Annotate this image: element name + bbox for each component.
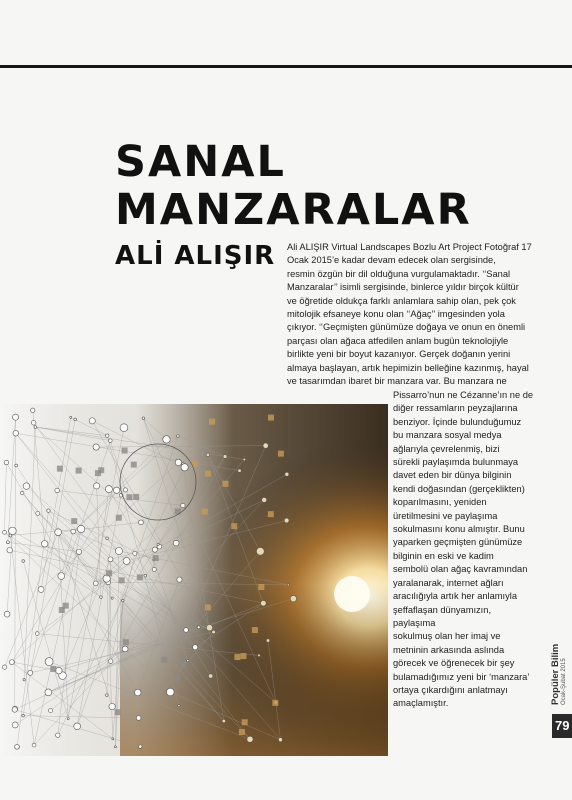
network-node [106,434,109,437]
network-tile [272,700,278,706]
light-burst [334,576,370,612]
network-tile [205,471,211,477]
network-node [144,574,147,577]
network-node [9,527,17,535]
network-node [22,560,25,563]
network-node [12,707,17,712]
network-node [77,525,84,532]
network-tile [234,654,240,660]
network-tile [239,729,245,735]
text-line: kendi doğasından (gerçeklikten) [393,483,525,494]
network-node [74,418,77,421]
network-tile [180,661,186,667]
network-node [13,430,19,436]
network-node [247,736,253,742]
network-node [67,718,69,720]
network-tile [268,511,274,517]
text-line: Pissarro’nun ne Cézanne’ın ne de [393,390,534,400]
network-node [256,547,264,555]
text-line: amaçlamıştır. [393,698,449,709]
article-body-bottom [393,389,534,711]
text-line: Manzaralar’’ isimli sergisinde, binlerce yıldır birçok kültür [287,282,519,293]
network-tile [202,509,208,515]
network-tile [57,466,63,472]
network-tile [137,574,143,580]
article-title-line1: SANAL [115,137,286,187]
network-node [115,547,122,554]
network-node [163,436,170,443]
network-node [187,659,189,661]
network-node [9,660,14,665]
text-line: sembolü olan ağaç kavramından [393,564,528,575]
network-tile [222,481,228,487]
network-node [55,488,60,493]
network-node [23,483,30,490]
network-node [4,460,9,465]
network-tile [161,657,167,663]
network-tile [240,653,246,659]
text-line: bu manzara sosyal medya [393,430,502,441]
network-node [122,599,124,601]
network-node [3,530,7,534]
network-tile [252,627,258,633]
publication-name: Popüler Bilim [550,643,561,705]
text-line: bulamadığımız yeni bir ‘manzara’ [393,671,530,682]
text-line: davet eden bir dünya bilginin [393,470,512,481]
network-node [41,541,48,548]
header-rule [0,65,572,68]
text-line: almaya başlayan, artık hepimizin belleğine kazınmış, hayal [287,362,529,373]
network-node [109,439,113,443]
network-node [123,488,127,492]
network-node [113,487,119,493]
network-node [261,600,267,606]
network-node [152,547,157,552]
network-node [93,444,99,450]
network-node [223,455,227,459]
network-node [94,483,100,489]
network-node [258,654,261,657]
network-tile [76,468,82,474]
network-tile [174,675,180,681]
network-node [177,577,182,582]
network-node [12,722,18,728]
network-tile [123,639,129,645]
network-tile [119,577,125,583]
network-node [139,745,142,748]
network-node [106,694,109,697]
text-line: benziyor. İçinde bulunduğumuz [393,416,522,427]
network-tile [242,719,248,725]
article-title-line2: MANZARALAR [115,185,472,235]
network-node [136,716,141,721]
text-line: parçası olan ağaca atfedilen anlam bugün teknolojiyle [287,335,509,346]
network-node [74,723,81,730]
network-node [266,639,269,642]
network-node [56,733,60,737]
network-node [93,581,98,586]
virtual-landscape-artwork [0,404,388,756]
text-line: birlikte yeni bir boyut kazanıyor. Gerçek doğanın yerini [287,349,511,360]
network-node [20,491,24,495]
network-node [181,464,188,471]
network-tile [231,523,237,529]
network-node [243,458,246,461]
network-node [278,738,282,742]
network-node [206,624,212,630]
network-node [89,418,95,424]
network-tile [98,467,104,473]
network-node [100,596,103,599]
network-node [55,667,62,674]
network-node [31,420,36,425]
network-node [142,417,145,420]
text-line: üretilmesini ve paylaşıma [393,510,498,521]
artwork-svg [0,404,388,756]
network-node [120,424,128,432]
text-line: sürekli paylaşımda bulunmaya [393,457,519,468]
network-node [71,529,76,534]
network-node [134,689,141,696]
network-node [34,426,37,429]
network-node [70,416,72,418]
network-tile [278,451,284,457]
network-node [193,645,198,650]
network-node [112,738,114,740]
network-node [4,611,10,617]
network-node [262,497,267,502]
text-line: Ali ALIŞIR Virtual Landscapes Bozlu Art Project Fotoğraf 17 [287,242,532,252]
network-node [15,744,20,749]
text-line: yaralanarak, internet ağları [393,577,504,588]
network-node [123,557,130,564]
network-node [109,703,115,709]
network-tile [71,518,77,524]
network-node [58,573,65,580]
network-tile [268,415,274,421]
network-node [106,537,109,540]
network-node [55,529,62,536]
network-node [108,659,112,663]
text-line: resmin özgün bir dil olduğuna vurgulamaktadır. ‘‘Sanal [287,268,511,279]
network-node [284,518,289,523]
text-line: metninin arkasında aslında [393,644,505,655]
network-tile [59,607,65,613]
network-tile [126,494,132,500]
network-node [139,520,144,525]
network-tile [258,584,264,590]
network-node [222,719,225,722]
network-tile [116,515,122,521]
publication-issue: Ocak-Şubat 2015 [561,658,567,705]
network-node [7,547,13,553]
network-node [175,459,181,465]
network-node [32,743,36,747]
text-line: ortaya çıkardığını anlatmayı [393,684,508,695]
network-tile [122,448,128,454]
network-node [35,632,39,636]
network-node [177,435,180,438]
text-line: ağlarıyla çevrelenmiş, bizi [393,443,500,454]
network-node [38,586,44,592]
network-node [47,509,50,512]
network-tile [50,666,56,672]
network-node [206,453,209,456]
network-node [105,486,112,493]
network-node [290,595,296,601]
network-tile [175,509,181,515]
network-node [114,746,116,748]
text-line: şeffaflaşan dünyamızın, paylaşıma [393,604,492,628]
network-node [212,630,216,634]
network-node [2,665,6,669]
network-node [15,464,18,467]
page-number: 79 [552,714,572,738]
network-tile [133,494,139,500]
network-node [181,503,185,507]
text-line: görecek ve öğrenecek bir şey [393,658,515,669]
network-node [184,628,189,633]
network-node [208,674,212,678]
network-node [197,626,200,629]
network-node [45,689,52,696]
network-node [45,658,53,666]
network-node [6,541,9,544]
text-line: koparılmasını, yeniden [393,497,487,508]
text-line: çıkıyor. ‘‘Geçmişten günümüze doğaya ve onun en önemli [287,322,526,333]
network-node [166,688,174,696]
author-name: ALİ ALIŞIR [115,241,276,271]
text-line: sokulmasını konu almıştır. Bunu [393,524,525,535]
text-line: yaparken geçmişten günümüze [393,537,523,548]
network-node [152,567,156,571]
network-node [111,597,113,599]
network-tile [153,555,159,561]
text-line: mitolojik efsaneye konu olan ‘‘Ağaç’’ imgesinden yola [287,309,505,320]
network-node [31,408,35,412]
network-node [9,534,12,537]
text-line: sokulmuş olan her imaj ve [393,631,501,642]
network-node [263,443,268,448]
network-tile [205,604,211,610]
text-line: Ocak 2015’e kadar devam edecek olan sergisinde, [287,255,496,266]
network-node [48,709,52,713]
network-node [23,679,25,681]
article-title [115,138,472,234]
network-node [28,670,33,675]
text-line: ve tasarımdan ibaret bir manzara var. Bu manzara ne [287,376,507,387]
article-body-top [287,241,533,388]
network-node [285,472,289,476]
network-node [178,705,180,707]
network-tile [209,419,215,425]
text-line: bilginin en eski ve kadim [393,550,494,561]
network-tile [115,709,121,715]
network-node [238,469,241,472]
network-tile [131,462,137,468]
network-node [108,557,113,562]
network-node [173,540,179,546]
text-line: aracılığıyla artık her anlamıyla [393,591,518,602]
network-node [287,584,289,586]
network-node [76,549,81,554]
network-node [122,646,128,652]
network-node [12,414,18,420]
network-node [36,511,40,515]
network-node [157,543,159,545]
network-node [22,714,25,717]
network-tile [106,570,112,576]
text-line: diğer ressamların peyzajlarına [393,403,518,414]
network-node [133,551,137,555]
text-line: ve öğretide oldukça farklı anlamlara sahip olan, pek çok [287,295,516,306]
